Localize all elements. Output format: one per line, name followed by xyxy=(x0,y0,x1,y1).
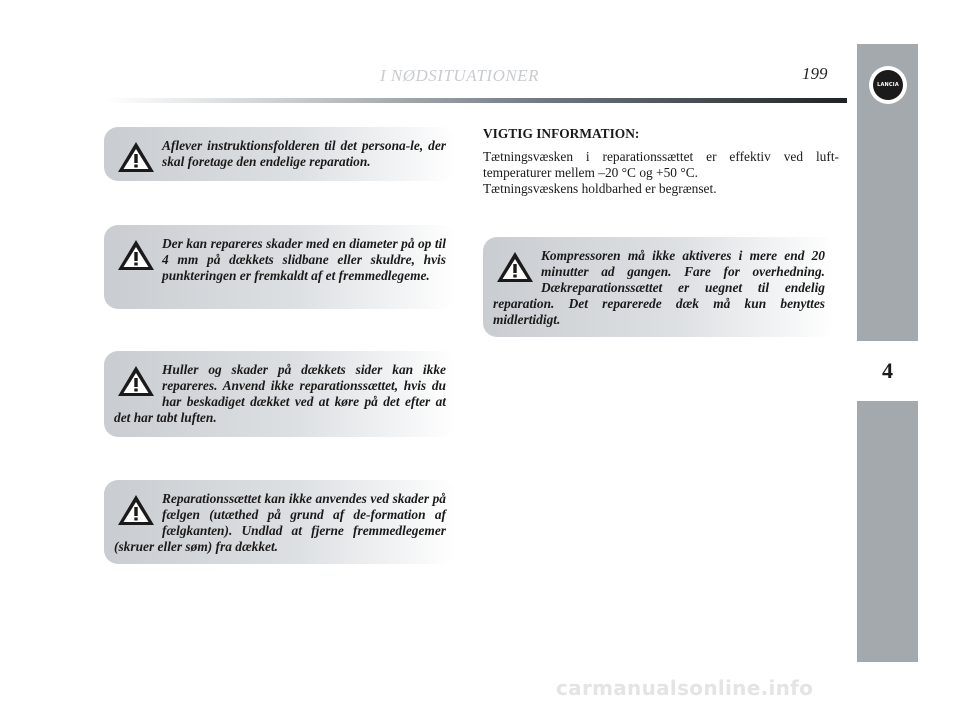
info-paragraph: Tætningsvæsken i reparationssættet er effektiv ved luft-temperaturer mellem –20 °C og +50 °C. xyxy=(483,149,839,180)
warning-triangle-icon xyxy=(116,140,156,174)
warning-box xyxy=(104,225,456,309)
warning-text: Aflever instruktionsfolderen til det persona-le, der skal foretage den endelige reparation. xyxy=(162,138,446,169)
warning-text: Der kan repareres skader med en diameter på op til 4 mm på dækkets slidbane eller skuldre, hvis punkteringen er fremkaldt af et fremmedlegeme. xyxy=(162,236,446,283)
warning-text: Reparationssættet kan ikke anvendes ved skader på fælgen (utæthed på grund af de-formation af fælgkanten). Undlad at fjerne fremmedlegemer (skruer eller søm) fra dækket. xyxy=(114,491,446,554)
warning-text: Huller og skader på dækkets sider kan ikke repareres. Anvend ikke reparationssættet, hvis du har beskadiget dækket ved at køre på det efter at det har tabt luften. xyxy=(114,362,446,425)
section-title: I NØDSITUATIONER xyxy=(380,66,539,85)
warning-triangle-icon xyxy=(116,364,156,398)
chapter-tab[interactable] xyxy=(857,341,918,401)
chapter-number: 4 xyxy=(882,358,893,383)
page-number: 199 xyxy=(802,64,828,83)
info-body xyxy=(483,149,839,197)
warning-triangle-icon xyxy=(495,250,535,284)
warning-box xyxy=(104,480,456,564)
warning-box xyxy=(104,127,456,181)
header-rule xyxy=(105,98,847,103)
info-paragraph: Tætningsvæskens holdbarhed er begrænset. xyxy=(483,181,717,196)
warning-triangle-icon xyxy=(116,493,156,527)
warning-box xyxy=(104,351,456,437)
lancia-logo-icon xyxy=(869,66,907,104)
warning-box xyxy=(483,237,835,337)
warning-triangle-icon xyxy=(116,238,156,272)
warning-text: Kompressoren må ikke aktiveres i mere end 20 minutter ad gangen. Fare for overhedning. Dækreparationssættet er uegnet til endelig reparation. Det reparerede dæk må kun benyttes midlertidigt. xyxy=(493,248,825,327)
footer-watermark[interactable]: carmanualsonline.info xyxy=(556,676,814,700)
logo-text: LANCIA xyxy=(877,82,899,88)
info-heading: VIGTIG INFORMATION: xyxy=(483,126,640,141)
